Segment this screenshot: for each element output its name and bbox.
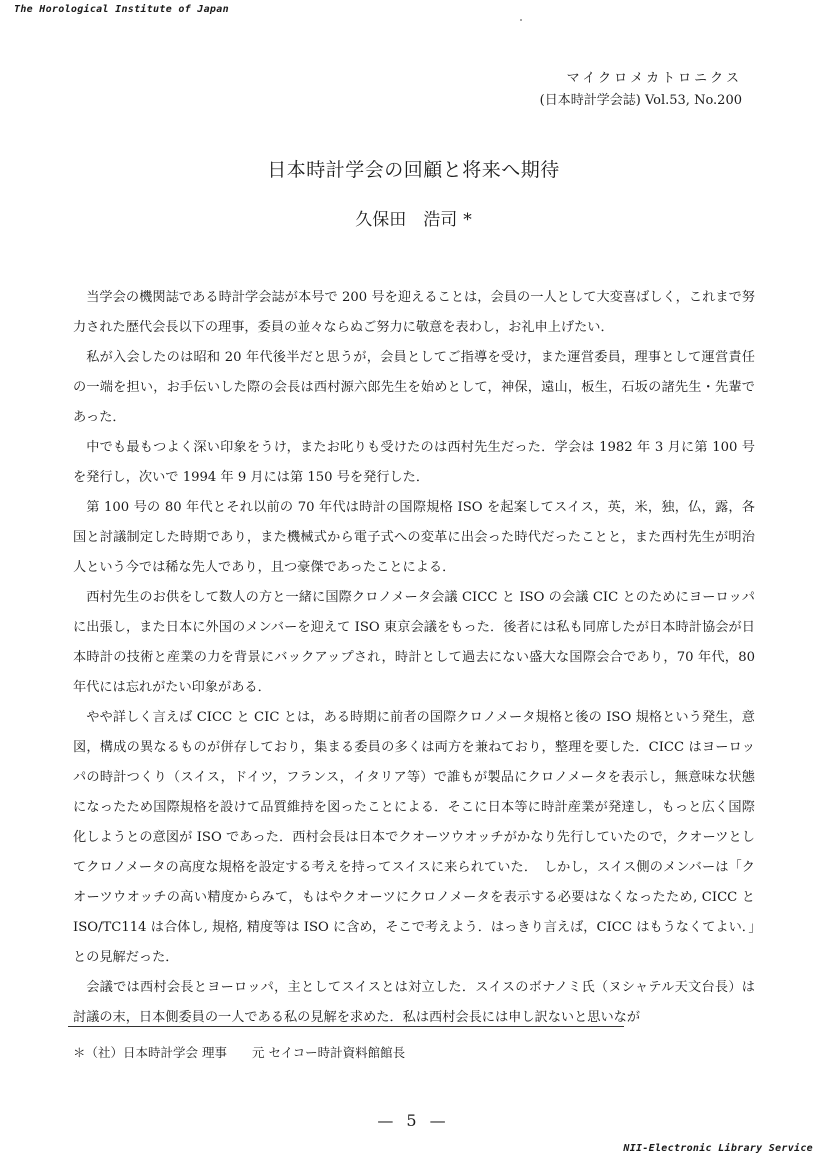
journal-info (540, 68, 742, 112)
paragraph: 中でも最もつよく深い印象をうけ，またお叱りも受けたのは西村先生だった．学会は 1982 年 3 月に第 100 号を発行し，次いで 1994 年 9 月には第 150 号を発行した． (73, 440, 755, 485)
author-line (0, 205, 827, 230)
paragraph: やや詳しく言えば CICC と CIC とは，ある時期に前者の国際クロノメータ規格と後の ISO 規格という発生，意図，構成の異なるものが併存しており，集まる委員の多くは両方を兼ねており，整理を要した．CICC はヨーロッパの時計つくり（スイス，ドイツ，フランス，イタリア等）で誰もが製品にクロノメータを表示し，無意味な状態になったため国際規格を設けて品質維持を図ったことによる．そこに日本等に時計産業が発達し，もっと広く国際化しようとの意図が ISO であった．西村会長は日本でクオーツウオッチがかなり先行していたので，クオーツとしてクロノメータの高度な規格を設定する考えを持ってスイスに来られていた． しかし，スイス側のメンバーは「クオーツウオッチの高い精度からみて，もはやクオーツにクロノメータを表示する必要はなくなったため, CICC と ISO/TC114 は合体し, 規格, 精度等は ISO に含め，そこで考えよう．はっきり言えば，CICC はもうなくてよい．」との見解だった． (73, 710, 755, 965)
scan-speck (520, 19, 522, 21)
paragraph: 当学会の機関誌である時計学会誌が本号で 200 号を迎えることは，会員の一人として大変喜ばしく，これまで努力された歴代会長以下の理事，委員の並々ならぬご努力に敬意を表わし，お礼申上げたい． (73, 290, 755, 335)
footnote: ＊（社）日本時計学会 理事 元 セイコー時計資料館館長 (73, 1045, 406, 1060)
footnote-divider (68, 1026, 624, 1027)
author-footnote-mark: * (463, 210, 472, 230)
article-title: 日本時計学会の回顧と将来へ期待 (267, 159, 560, 181)
paragraph: 私が入会したのは昭和 20 年代後半だと思うが，会員としてご指導を受け，また運営委員，理事として運営責任の一端を担い，お手伝いした際の会長は西村源六郎先生を始めとして，神保，遠山，板生，石坂の諸先生・先輩であった． (73, 350, 755, 425)
journal-issue: (日本時計学会誌) Vol.53, No.200 (539, 93, 742, 108)
journal-series: マイクロメカトロニクス (566, 71, 742, 86)
article-body (73, 283, 755, 1033)
institute-header: The Horological Institute of Japan (14, 4, 229, 15)
paragraph: 会議では西村会長とヨーロッパ，主としてスイスとは対立した．スイスのボナノミ氏（ヌシャテル天文台長）は討議の末，日本側委員の一人である私の見解を求めた．私は西村会長には申し訳ないと思いなが (73, 980, 755, 1025)
page-number: — 5 — (377, 1111, 450, 1130)
author-name: 久保田 浩司 (355, 210, 458, 230)
service-footer: NII-Electronic Library Service (623, 1143, 813, 1154)
paragraph: 第 100 号の 80 年代とそれ以前の 70 年代は時計の国際規格 ISO を起案してスイス，英，米，独，仏，露，各国と討議制定した時期であり，また機械式から電子式への変革に出会った時代だったことと，また西村先生が明治人という今では稀な先人であり，且つ豪傑であったことによる． (73, 500, 755, 575)
paragraph: 西村先生のお供をして数人の方と一緒に国際クロノメータ会議 CICC と ISO の会議 CIC とのためにヨーロッパに出張し，また日本に外国のメンバーを迎えて ISO 東京会議をもった．後者には私も同席したが日本時計協会が日本時計の技術と産業の力を背景にバックアップされ，時計として過去にない盛大な国際会合であり，70 年代，80 年代には忘れがたい印象がある． (73, 590, 755, 695)
